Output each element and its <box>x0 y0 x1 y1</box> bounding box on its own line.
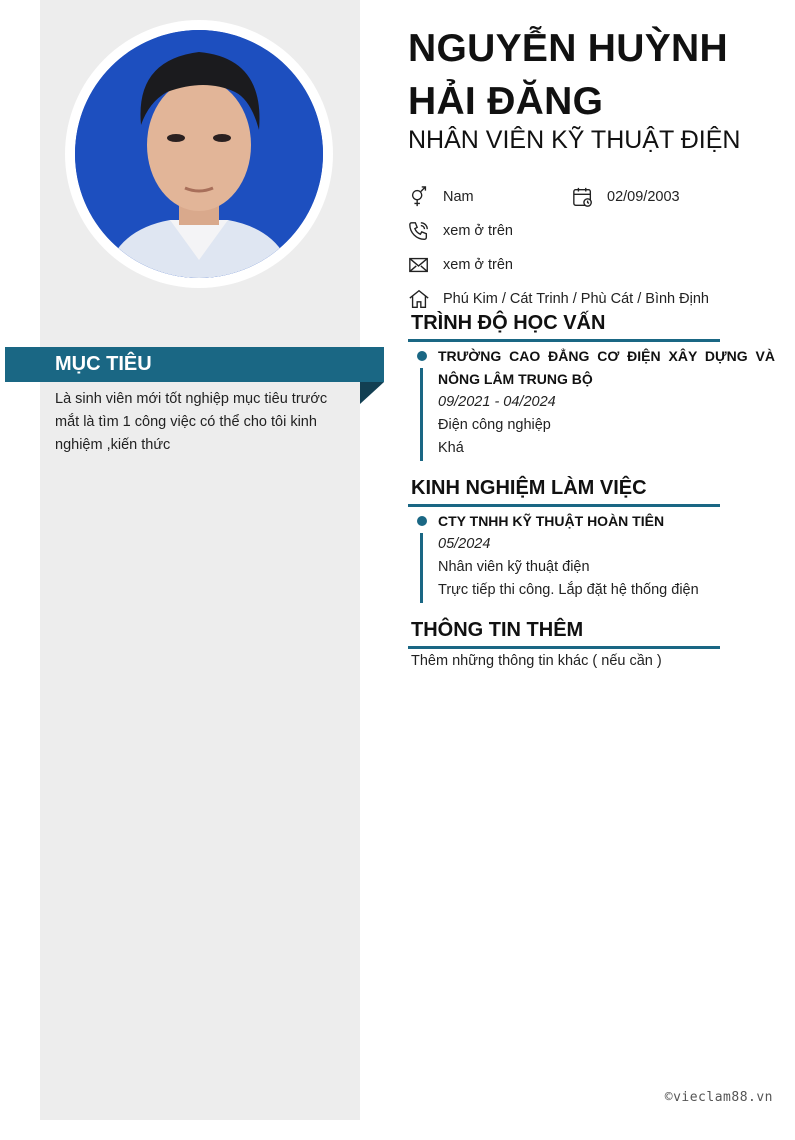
calendar-icon <box>572 186 594 208</box>
company-name: CTY TNHH KỸ THUẬT HOÀN TIÊN <box>438 513 665 529</box>
objective-header <box>5 347 384 382</box>
additional-text: Thêm những thông tin khác ( nếu cần ) <box>411 653 662 669</box>
birthday-row <box>572 186 680 208</box>
experience-divider <box>408 504 720 507</box>
experience-position: Nhân viên kỹ thuật điện <box>438 559 590 575</box>
mail-icon <box>408 254 430 276</box>
education-bullet <box>417 351 427 361</box>
avatar <box>75 30 323 278</box>
email-row <box>408 254 513 276</box>
email-value: xem ở trên <box>443 257 513 273</box>
gender-icon <box>408 186 430 208</box>
objective-ribbon-fold <box>360 382 384 404</box>
address-value: Phú Kim / Cát Trinh / Phù Cát / Bình Định <box>443 291 709 307</box>
candidate-name: NGUYỄN HUỲNH HẢI ĐĂNG <box>408 27 728 123</box>
footer-watermark: ©vieclam88.vn <box>664 1090 773 1105</box>
objective-text: Là sinh viên mới tốt nghiệp mục tiêu trước mắt là tìm 1 công việc có thể cho tôi kinh nghiệm ,kiến thức <box>55 391 328 453</box>
education-title: TRÌNH ĐỘ HỌC VẤN <box>411 312 606 334</box>
job-title: NHÂN VIÊN KỸ THUẬT ĐIỆN <box>408 126 741 154</box>
objective-title: MỤC TIÊU <box>55 353 152 375</box>
experience-period: 05/2024 <box>438 536 491 552</box>
gender-value: Nam <box>443 189 474 205</box>
address-row <box>408 288 709 310</box>
phone-value: xem ở trên <box>443 223 513 239</box>
experience-entry <box>438 510 775 602</box>
education-timeline <box>420 368 423 461</box>
home-icon <box>408 288 430 310</box>
education-divider <box>408 339 720 342</box>
education-grade: Khá <box>438 440 464 456</box>
education-period: 09/2021 - 04/2024 <box>438 394 556 410</box>
birthday-value: 02/09/2003 <box>607 189 680 205</box>
additional-title: THÔNG TIN THÊM <box>411 619 584 641</box>
school-name: TRƯỜNG CAO ĐẲNG CƠ ĐIỆN XÂY DỰNG VÀ NÔNG LÂM TRUNG BỘ <box>438 348 775 387</box>
education-major: Điện công nghiệp <box>438 417 551 433</box>
education-entry <box>438 345 775 460</box>
experience-bullet <box>417 516 427 526</box>
additional-divider <box>408 646 720 649</box>
experience-title: KINH NGHIỆM LÀM VIỆC <box>411 477 647 499</box>
experience-description: Trực tiếp thi công. Lắp đặt hệ thống điện <box>438 582 699 598</box>
experience-timeline <box>420 533 423 603</box>
gender-row <box>408 186 474 208</box>
phone-row <box>408 220 513 242</box>
phone-icon <box>408 220 430 242</box>
